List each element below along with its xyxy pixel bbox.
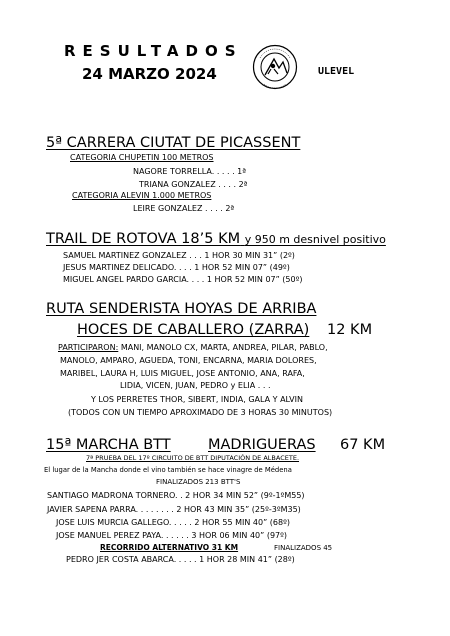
race3-line4: LIDIA, VICEN, JUAN, PEDRO y ELIA . . .	[120, 381, 271, 390]
page-title: RESULTADOS	[64, 42, 243, 60]
race2-result3: MIGUEL ANGEL PARDO GARCIA. . . . 1 HOR 52 MIN 07” (50º)	[63, 275, 303, 284]
race2-result2: JESUS MARTINEZ DELICADO. . . . 1 HOR 52 MIN 07” (49º)	[63, 263, 290, 272]
club-logo	[252, 44, 298, 90]
race4-title2: MADRIGUERAS	[208, 437, 316, 453]
race3-line6: (TODOS CON UN TIEMPO APROXIMADO DE 3 HORAS 30 MINUTOS)	[68, 408, 333, 417]
race3-distance: 12 KM	[327, 322, 373, 338]
race4-finished: FINALIZADOS 213 BTT'S	[156, 478, 241, 486]
race3-line2: MANOLO, AMPARO, AGUEDA, TONI, ENCARNA, MARIA DOLORES,	[60, 356, 317, 365]
race2-result1: SAMUEL MARTINEZ GONZALEZ . . . 1 HOR 30 MIN 31” (2º)	[63, 251, 295, 260]
race1-result3: LEIRE GONZALEZ . . . . 2ª	[133, 204, 235, 213]
event-date: 24 MARZO 2024	[82, 65, 217, 83]
race1-category1: CATEGORIA CHUPETIN 100 METROS	[70, 153, 214, 162]
race4-result4: JOSE MANUEL PEREZ PAYA. . . . . . 3 HOR 06 MIN 40” (97º)	[56, 531, 288, 540]
race4-alt-route: RECORRIDO ALTERNATIVO 31 KM	[100, 543, 239, 552]
race4-quote: El lugar de la Mancha donde el vino también se hace vinagre de Médena	[44, 466, 292, 474]
race4-distance: 67 KM	[340, 437, 386, 453]
race1-title: 5ª CARRERA CIUTAT DE PICASSENT	[46, 135, 301, 151]
race2-title: TRAIL DE ROTOVA 18’5 KM y 950 m desnivel positivo	[46, 231, 386, 247]
race3-participants: PARTICIPARON: MANI, MANOLO CX, MARTA, ANDREA, PILAR, PABLO,	[58, 343, 328, 352]
race4-result3: JOSE LUIS MURCIA GALLEGO. . . . . 2 HOR 55 MIN 40” (68º)	[56, 518, 290, 527]
race1-result1: NAGORE TORRELLA. . . . . 1ª	[133, 167, 247, 176]
race3-line5: Y LOS PERRETES THOR, SIBERT, INDIA, GALA Y ALVIN	[91, 395, 303, 404]
brand-logo: ULEVEL	[318, 66, 355, 77]
race3-title: RUTA SENDERISTA HOYAS DE ARRIBA	[46, 301, 317, 317]
race4-result5: PEDRO JER COSTA ABARCA. . . . . 1 HOR 28 MIN 41” (28º)	[66, 555, 295, 564]
race3-title2: HOCES DE CABALLERO (ZARRA)	[77, 322, 310, 338]
race1-category2: CATEGORIA ALEVIN 1.000 METROS	[72, 191, 212, 200]
race4-alt-finished: FINALIZADOS 45	[274, 544, 333, 552]
race4-subtitle: 7ª PRUEBA DEL 17º CIRCUITO DE BTT DIPUTACIÓN DE ALBACETE.	[86, 454, 300, 462]
race4-title: 15ª MARCHA BTT	[46, 437, 171, 453]
race3-line3: MARIBEL, LAURA H, LUIS MIGUEL, JOSE ANTONIO, ANA, RAFA,	[60, 369, 305, 378]
race4-result1: SANTIAGO MADRONA TORNERO. . 2 HOR 34 MIN 52” (9º-1ºM55)	[47, 491, 305, 500]
race4-result2: JAVIER SAPENA PARRA. . . . . . . . 2 HOR 43 MIN 35” (25º-3ºM35)	[47, 505, 301, 514]
race1-result2: TRIANA GONZALEZ . . . . 2ª	[139, 180, 248, 189]
